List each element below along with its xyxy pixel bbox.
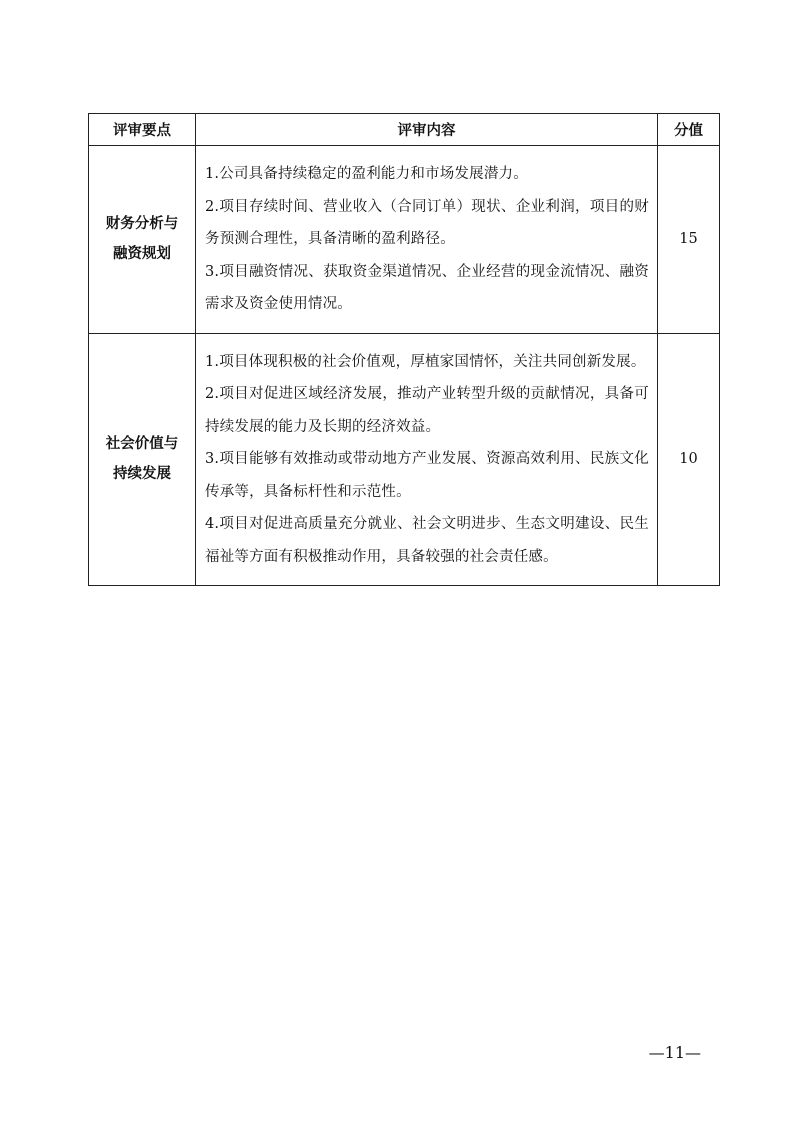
content-item: 4.项目对促进高质量充分就业、社会文明进步、生态文明建设、民生福祉等方面有积极推动作用，具备较强的社会责任感。 — [205, 516, 649, 565]
review-point-line: 持续发展 — [113, 466, 171, 483]
review-point-line: 社会价值与 — [105, 436, 179, 453]
review-content-cell — [196, 333, 658, 586]
review-criteria-table — [88, 113, 720, 586]
review-point-line: 财务分析与 — [105, 216, 179, 233]
review-content-cell — [196, 146, 658, 334]
page-number: —11— — [648, 1043, 701, 1062]
content-item: 1.公司具备持续稳定的盈利能力和市场发展潜力。 — [205, 166, 528, 182]
header-review-content: 评审内容 — [196, 114, 658, 146]
content-item: 3.项目能够有效推动或带动地方产业发展、资源高效利用、民族文化传承等，具备标杆性和示范性。 — [205, 451, 649, 500]
table-row — [89, 146, 720, 334]
content-item: 3.项目融资情况、获取资金渠道情况、企业经营的现金流情况、融资需求及资金使用情况。 — [205, 263, 649, 312]
review-point-cell — [89, 146, 196, 334]
header-review-point: 评审要点 — [89, 114, 196, 146]
score-cell: 10 — [658, 333, 720, 586]
content-item: 2.项目对促进区域经济发展，推动产业转型升级的贡献情况，具备可持续发展的能力及长期的经济效益。 — [205, 386, 649, 435]
review-point-line: 融资规划 — [113, 246, 171, 263]
score-cell: 15 — [658, 146, 720, 334]
header-score: 分值 — [658, 114, 720, 146]
table-row — [89, 333, 720, 586]
table-header-row — [89, 114, 720, 146]
review-point-cell — [89, 333, 196, 586]
content-item: 2.项目存续时间、营业收入（合同订单）现状、企业利润，项目的财务预测合理性，具备清晰的盈利路径。 — [205, 198, 649, 247]
content-item: 1.项目体现积极的社会价值观，厚植家国情怀，关注共同创新发展。 — [205, 353, 646, 370]
